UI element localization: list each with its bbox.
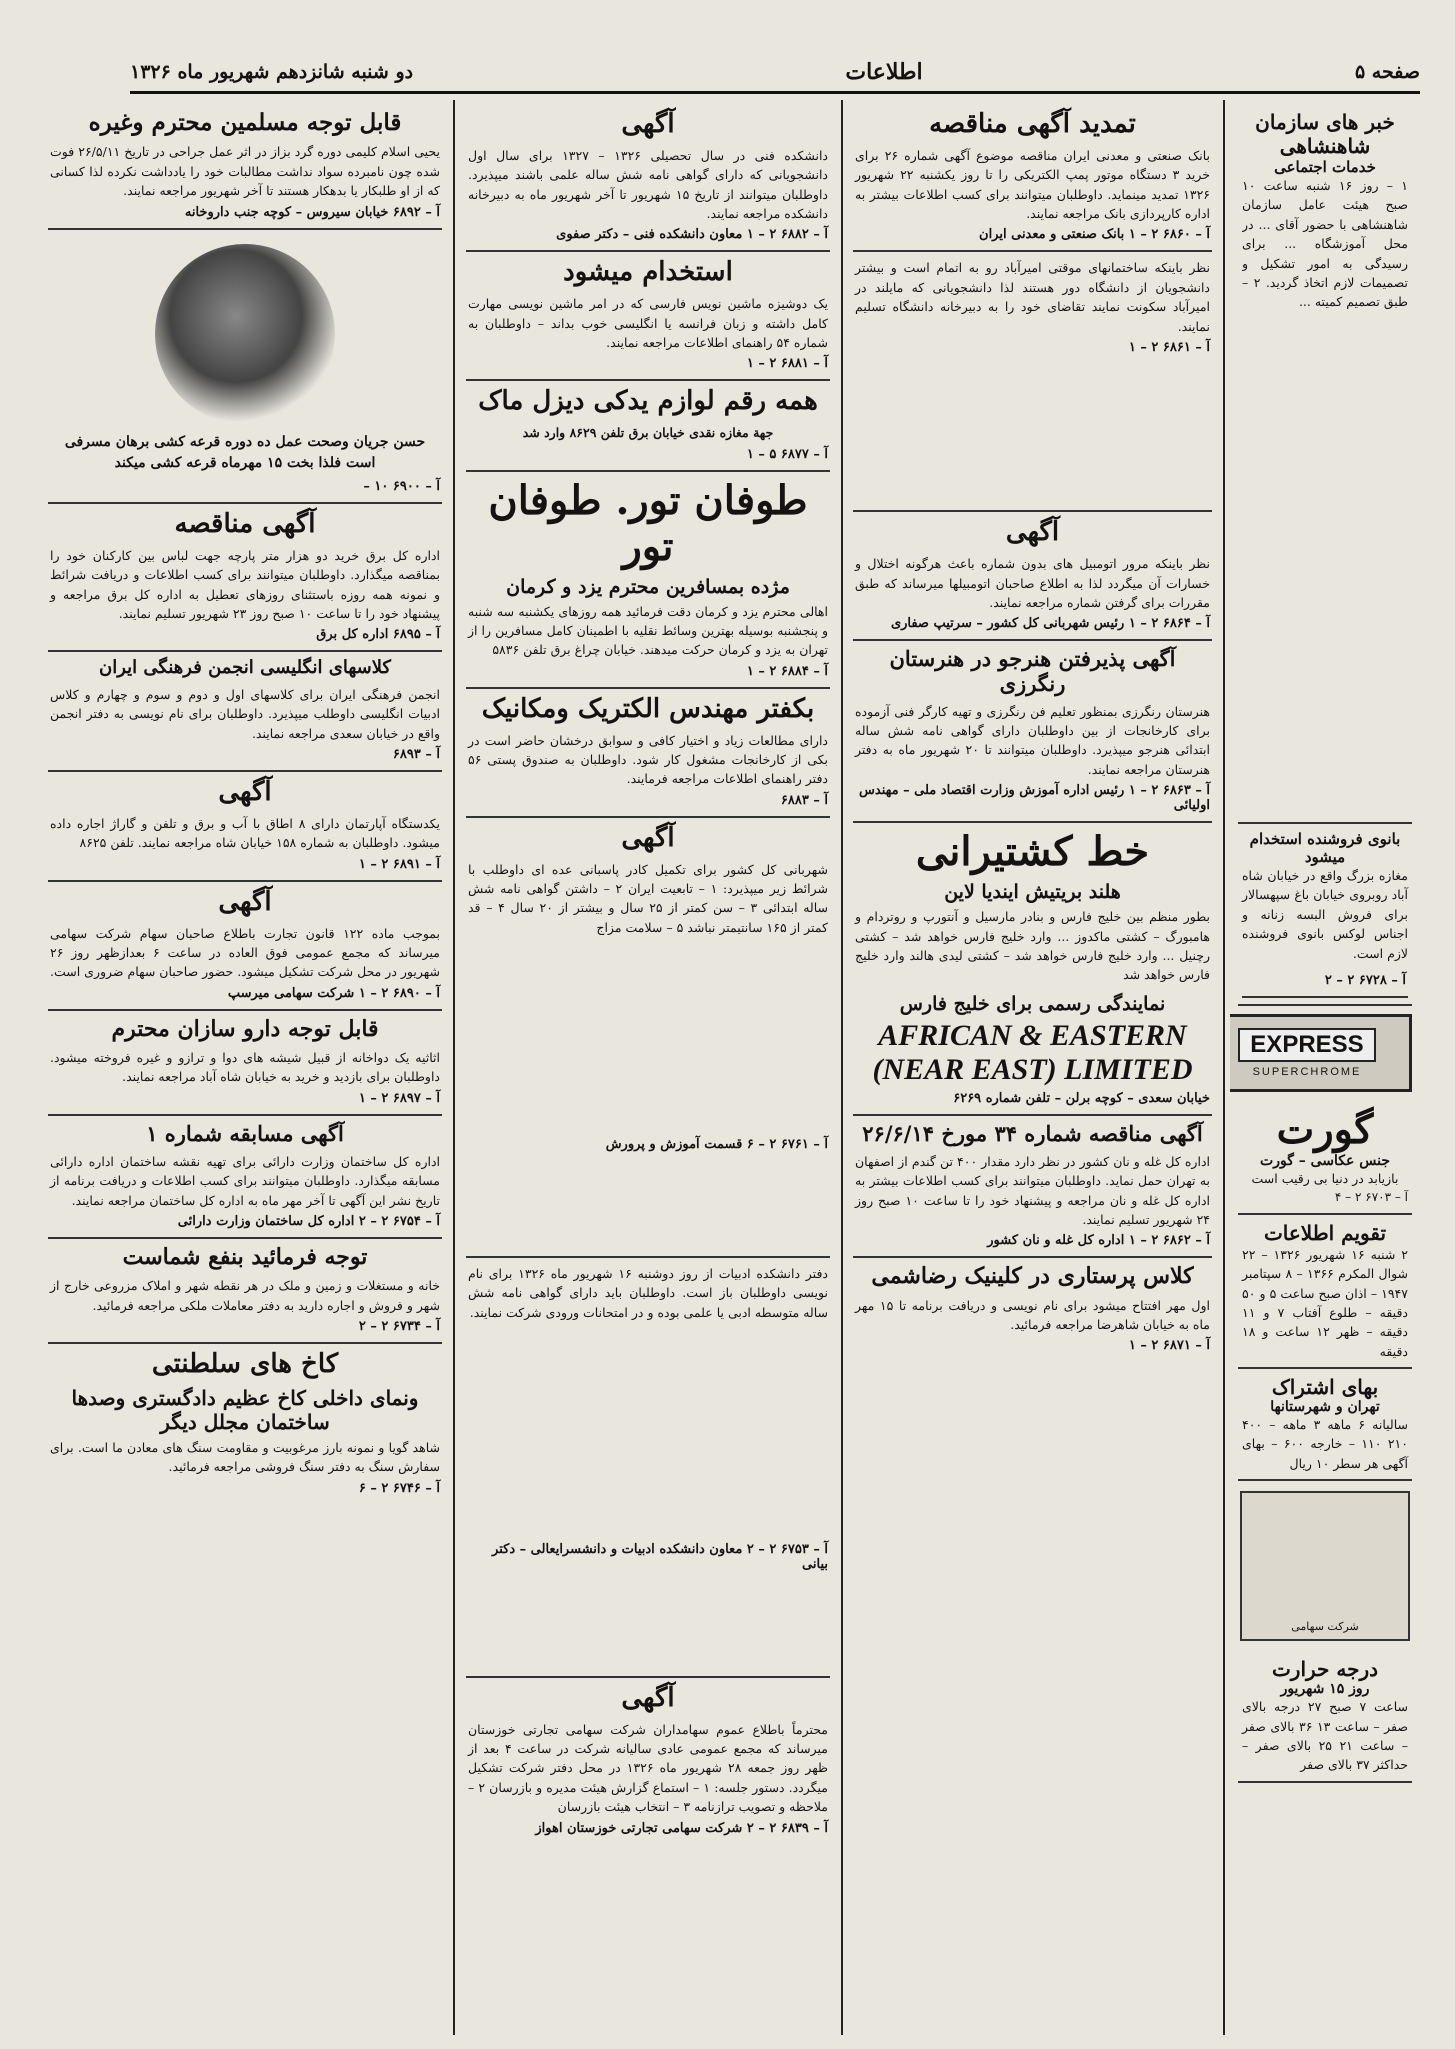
ad-body: محترماً باطلاع عموم سهامداران شرکت سهامی تجارتی خوزستان میرساند که مجمع عمومی عادی سالیانه شرکت در ساعت ۴ بعد از ظهر روز جمعه ۲۸ شهریور ماه ۱۳۲۶ در محل دفتر شرکت تشکیل میگردد. دستور جلسه: ۱ – استماع گزارش هیئت مدیره و بازرسان ۲ – ملاحظه و تصویب ترازنامه ۳ – انتخاب هیئت بازرسان [468, 1721, 828, 1815]
block-subtitle: جنس عکاسی – گورت [1260, 1152, 1390, 1169]
ad-body: شهربانی کل کشور برای تکمیل کادر پاسبانی عده ای داوطلب با شرائط زیر میپذیرد: ۱ – تابعیت ایران ۲ – داشتن گواهی نامه شش ساله ابتدائی ۳ – سن کمتر از ۲۵ سال و بیشتر از ۲۰ سال ۴ – قد کمتر از ۱۶۵ سانتیمتر نباشد ۵ – سلامت مزاج [468, 861, 829, 935]
ad-body: نظر باینکه ساختمانهای موقتی امیرآباد رو به اتمام است و بیشتر دانشجویان از دانشگاه دور هستند لذا دانشجویانی که مایلند در امیرآباد سکونت نمایند تقاضای خود را به دبیرخانه دانشگاه تسلیم نمایند. [855, 260, 1210, 334]
ad-block [1238, 1100, 1412, 1215]
ad-block [48, 104, 442, 230]
ad-block [48, 1344, 442, 1504]
page-header [130, 52, 1420, 94]
ad-title: استخدام میشود [563, 257, 733, 288]
issue-date: دو شنبه شانزدهم شهریور ماه ۱۳۲۶ [130, 60, 414, 83]
ad-signature: آ – ۶۹۰۰ ۱۰ – [363, 478, 440, 494]
ad-signature: آ – ۶۷۶۱ ۲ – ۶ قسمت آموزش و پرورش [605, 1137, 828, 1153]
ad-signature: آ – ۶۸۹۷ ۲ – ۱ [358, 1090, 440, 1106]
ad-body: اول مهر افتتاح میشود برای نام نویسی و دریافت برنامه تا ۱۵ مهر ماه به خیابان شاهرضا مراجعه فرمائید. [855, 1297, 1210, 1332]
ad-body: بطور منظم بین خلیج فارس و بنادر مارسیل و آنتورپ و روتردام و هامبورگ – کشتی ماکدوز ... وارد خلیج فارس خواهد شد – کشتی رچنیل ... وارد خلیج فارس خواهد شد – کشتی لیدی هالند وارد خلیج فارس خواهد شد [855, 909, 1210, 983]
ad-body: اداره کل ساختمان وزارت دارائی برای تهیه نقشه ساختمان اداره دارائی مسابقه میگذارد. داوطلبان میتوانند برای کسب اطلاعات و دریافت برنامه از تاریخ نشر این آگهی تا آخر مهر ماه به اداره کل ساختمان مراجعه نمایند. [50, 1153, 440, 1208]
ad-signature: آ – ۶۸۸۲ ۲ – ۱ معاون دانشکده فنی – دکتر صفوی [556, 227, 828, 243]
ad-block [466, 381, 830, 471]
ad-signature: آ – ۶۷۵۴ ۲ – ۲ اداره کل ساختمان وزارت دارائی [177, 1214, 440, 1230]
ad-body: اداره کل برق خرید دو هزار متر پارچه جهت لباس بین کارکنان خود را بمناقصه میگذارد. داوطلبان میتوانند برای کسب اطلاعات و دریافت شرائط و نمونه همه روزه باستثنای روزهای تعطیل به اداره کل برق مراجعه و پیشنهاد خود را تا ساعت ۱۰ صبح روز ۲۳ شهریور تسلیم نمایند. [50, 547, 440, 621]
ad-block [853, 1258, 1212, 1361]
ad-title: آگهی پذیرفتن هنرجو در هنرستان رنگرزی [889, 646, 1176, 696]
block-subtitle: روز ۱۵ شهریور [1280, 1681, 1370, 1698]
ad-body: اهالی محترم یزد و کرمان دقت فرمائید همه روزهای یکشنبه سه شنبه و پنجشنبه بوسیله بهترین وسائط نقلیه با اطمینان کامل مسافرین را از تهران به یزد و کرمان حرکت میدهند. خیابان چراغ برق تلفن ۵۸۳۶ [468, 603, 828, 658]
ad-block [48, 230, 442, 504]
ad-block [853, 823, 1212, 1116]
ad-signature: آ – ۶۷۵۳ ۲ – ۲ معاون دانشکده ادبیات و دانشسرایعالی – دکتر بیانی [492, 1541, 828, 1572]
ad-title: آگهی [621, 822, 675, 853]
calendar-block [1238, 1215, 1412, 1369]
ad-title: آگهی [1005, 517, 1060, 548]
block-subtitle: خدمات اجتماعی [1274, 158, 1376, 176]
ad-signature: آ – ۶۸۷۷ ۵ – ۱ [746, 446, 828, 462]
ad-signature: آ – ۶۸۳۹ ۲ – ۲ شرکت سهامی تجارتی خوزستان اهواز [535, 1820, 828, 1836]
ad-block [48, 652, 442, 772]
ad-signature: آ – ۶۸۶۳ ۲ – ۱ رئیس اداره آموزش وزارت اقتصاد ملی – مهندس اولیائی [859, 783, 1210, 814]
ad-title: آگهی مناقصه شماره ۳۴ مورخ ۲۶/۶/۱۴ [862, 1120, 1203, 1146]
block-subtitle: تهران و شهرستانها [1270, 1399, 1380, 1416]
ad-subtitle: هلند بریتیش ایندیا لاین [944, 881, 1121, 904]
column-2 [845, 100, 1220, 2035]
block-body: بازیابد در دنیا بی رقیب است [1251, 1170, 1399, 1186]
ad-block [466, 252, 830, 381]
ad-signature: آ – ۶۸۹۱ ۲ – ۱ [358, 856, 440, 872]
ad-signature: آ – ۶۸۹۳ [392, 747, 440, 763]
ad-block [853, 641, 1212, 823]
company-name-line1: AFRICAN & EASTERN [878, 1018, 1187, 1052]
block-body: ۲ شنبه ۱۶ شهریور ۱۳۲۶ – ۲۲ شوال المکرم ۱۳۶۶ – ۸ سپتامبر ۱۹۴۷ – اذان صبح ساعت ۵ و ۵۰ دقیقه – طلوع آفتاب ۷ و ۱۱ دقیقه – ظهر ۱۲ ساعت و ۱۸ دقیقه [1242, 1246, 1409, 1359]
block-title: بانوی فروشنده استخدام میشود [1249, 830, 1401, 866]
ad-block [466, 689, 830, 818]
ad-body: بانک صنعتی و معدنی ایران مناقصه موضوع آگهی شماره ۲۶ برای خرید ۳ دستگاه موتور پمپ الکتریکی را تا روز یکشنبه ۲۲ شهریور ۱۳۲۶ تمدید مینماید. داوطلبان میتوانند برای کسب اطلاعات بیشتر به اداره کارپردازی بانک مراجعه نمایند. [855, 147, 1210, 222]
ad-subtitle: ونمای داخلی کاخ عظیم دادگستری وصدها ساختمان مجلل دیگر [71, 1386, 419, 1435]
page-number: صفحه ۵ [1354, 60, 1420, 83]
ad-block [1238, 824, 1412, 1006]
ad-title: آگهی [218, 886, 272, 917]
newspaper-name: اطلاعات [845, 58, 923, 85]
company-name-line2: (NEAR EAST) LIMITED [872, 1052, 1193, 1086]
column-3 [458, 100, 838, 2035]
express-logo: EXPRESS SUPERCHROME [1230, 1014, 1412, 1092]
block-body: ۱ – روز ۱۶ شنبه ساعت ۱۰ صبح هیئت عامل سازمان شاهنشاهی با حضور آقای ... در محل آموزشگاه ... برای رسیدگی به امور تشکیل و تصمیمات لازم اتخاذ گردید. ۲ – طبق تصمیم کمیته ... [1242, 178, 1408, 310]
ad-title: آگهی مناقصه [174, 508, 316, 539]
ad-signature: آ – ۶۸۸۳ [780, 792, 828, 808]
ad-body: دفتر دانشکده ادبیات از روز دوشنبه ۱۶ شهریور ماه ۱۳۲۶ برای نام نویسی داوطلبان باز است. داوطلبان باید دارای گواهی نامه شش ساله متوسطه ادبی یا علمی بوده و در امتحانات ورودی شرکت نمایند. [468, 1265, 828, 1320]
ad-title: آگهی [218, 777, 272, 808]
ad-body: انجمن فرهنگی ایران برای کلاسهای اول و دوم و سوم و چهارم و کلاس ادبیات انگلیسی داوطلب میپذیرد. داوطلبان برای نام نویسی به دفتر انجمن واقع در خیابان سعدی مراجعه نمایند. [50, 687, 440, 741]
ad-block [853, 104, 1212, 252]
ad-body: خانه و مستغلات و زمین و ملک در هر نقطه شهر و املاک مزروعی خارج از شهر و فروش و اجاره دارید به دفتر معاملات ملکی مراجعه فرمائید. [50, 1278, 440, 1313]
ad-body: شاهد گویا و نمونه بارز مرغوبیت و مقاومت سنگ های معادن ما است. برای سفارش سنگ به دفتر سنگ فروشی مراجعه فرمائید. [50, 1440, 440, 1475]
ad-signature: آ – ۶۸۹۲ خیابان سیروس – کوچه جنب داروخانه [184, 204, 440, 220]
ad-signature: آ – ۶۷۲۸ ۲ – ۲ [1324, 972, 1406, 988]
ad-signature: آ – ۶۸۶۱ ۲ – ۱ [1128, 339, 1210, 355]
ad-signature: آ – ۶۸۶۰ ۲ – ۱ بانک صنعتی و معدنی ایران [979, 227, 1210, 243]
ad-signature: آ – ۶۸۹۵ اداره کل برق [316, 627, 440, 643]
ad-signature: آ – ۶۸۸۱ ۲ – ۱ [746, 356, 828, 372]
ad-body: یک دوشیزه ماشین نویس فارسی که در امر ماشین نویسی مهارت کامل داشته و زبان فرانسه یا انگلیسی خوب بداند – داوطلبان به شماره ۵۴ راهنمای اطلاعات مراجعه نمایند. [468, 296, 828, 351]
ad-block [466, 104, 830, 252]
ad-title: طوفان تور. طوفان تور [488, 476, 808, 570]
block-title: گورت [1276, 1105, 1374, 1153]
block-title: تقویم اطلاعات [1263, 1220, 1387, 1245]
ad-signature: آ – ۶۷۰۳ ۲ – ۴ [1334, 1190, 1408, 1205]
ad-body: دانشکده فنی در سال تحصیلی ۱۳۲۶ – ۱۳۲۷ برای سال اول دانشجویانی که دارای گواهی نامه شش ساله علمی باشند میپذیرد. داوطلبان میتوانند از تاریخ ۱۵ شهریور تا آخر شهریور ماه به دبیرخانه دانشکده مراجعه نمایند. [468, 147, 828, 222]
column-rule [1223, 100, 1225, 2035]
ad-signature: آ – ۶۸۸۴ ۲ – ۱ [746, 663, 828, 679]
ad-body: اداره کل غله و نان کشور در نظر دارد مقدار ۴۰۰ تن گندم از اصفهان به تهران حمل نماید. داوطلبان میتوانند برای کسب اطلاعات بیشتر به اداره کل غله و نان مراجعه و پیشنهاد خود را تا ساعت ۱۰ صبح روز ۲۴ شهریور تسلیم نمایند. [855, 1153, 1210, 1227]
ad-title: آگهی [621, 1682, 675, 1713]
column-rule [453, 100, 455, 2035]
ad-body: جهة مغازه نقدی خیابان برق تلفن ۸۶۲۹ وارد شد [522, 425, 774, 441]
block-title: بهای اشتراک [1271, 1375, 1379, 1400]
ad-block [48, 1239, 442, 1344]
ad-signature: آ – ۶۷۳۴ ۲ – ۲ [358, 1319, 440, 1335]
ad-signature: آ – ۶۷۴۶ ۲ – ۶ [358, 1480, 440, 1496]
ad-block [466, 1678, 830, 1844]
ad-signature: آ – ۶۸۷۱ ۲ – ۱ [1128, 1338, 1210, 1354]
ad-title: آگهی [621, 109, 675, 139]
block-body: سالیانه ۶ ماهه ۳ ماهه – ۴۰۰ ۲۱۰ ۱۱۰ – خارجه ۶۰۰ – بهای آگهی هر سطر ۱۰ ریال [1242, 1417, 1408, 1471]
lottery-illustration [155, 244, 335, 424]
ad-title: همه رقم لوازم یدکی دیزل ماک [478, 386, 818, 417]
ad-title: قابل توجه دارو سازان محترم [111, 1015, 379, 1042]
ad-body: اثاثیه یک دواخانه از قبیل شیشه های دوا و ترازو و غیره فروخته میشود. داوطلبان برای بازدید و خرید به خیابان شاه آباد مراجعه نمایند. [50, 1050, 440, 1085]
ad-title: خط کشتیرانی [915, 828, 1150, 876]
ad-body: هنرستان رنگرزی بمنظور تعلیم فن رنگرزی و تهیه کارگر فنی آزموده برای کارخانجات از بین داوطلبان دارای گواهی نامه شش ساله ابتدائی هنرجو میپذیرد. داوطلبان میتوانند تا ۲۰ شهریور ماه به دفتر هنرستان مراجعه نمایند. [855, 703, 1210, 777]
ad-block [48, 1011, 442, 1116]
ad-body: حسن جریان وصحت عمل ده دوره قرعه کشی برهان مسرفی است فلذا بخت ۱۵ مهرماه قرعه کشی میکند [64, 433, 426, 472]
emblem-logo: شرکت سهامی [1240, 1491, 1410, 1641]
ad-body: نظر باینکه مرور اتومبیل های بدون شماره باعث هرگونه اختلال و خسارات آن میگردد لذا به اطلاع صاحبان اتومبیلها میرساند که طبق مقررات برای گرفتن شماره مراجعه نمایند. [855, 556, 1210, 611]
ad-block [48, 882, 442, 1011]
block-title: خبر های سازمان شاهنشاهی [1255, 110, 1395, 158]
ad-body: یحیی اسلام کلیمی دوره گرد بزاز در اثر عمل جراحی در تاریخ ۲۶/۵/۱۱ فوت شده چون نامبرده سواد نداشت مطالبات خود را یادداشت نکرده لذا کسانی که از او طلبکار یا بدهکار هستند تا آخر شهریور مراجعه نمایند. [50, 144, 440, 199]
ad-block [48, 504, 442, 652]
news-block [1238, 104, 1412, 824]
column-1 [1230, 100, 1420, 2035]
ad-block [466, 1258, 830, 1678]
ad-block [48, 1116, 442, 1239]
subscription-block [1238, 1369, 1412, 1481]
ad-title: بکفتر مهندس الکتریک ومکانیک [481, 693, 815, 724]
ad-signature: خیابان سعدی – کوچه برلن – تلفن شماره ۶۲۶۹ [953, 1090, 1210, 1106]
ad-title: قابل توجه مسلمین محترم وغیره [88, 109, 402, 136]
block-title: درجه حرارت [1271, 1657, 1379, 1682]
block-body: مغازه بزرگ واقع در خیابان شاه آباد روبروی خیابان باغ سپهسالار برای فروش البسه زنانه و اجناس لوکس بانوی فروشنده لازم است. [1242, 868, 1408, 961]
agent-line: نمایندگی رسمی برای خلیج فارس [899, 992, 1166, 1015]
ad-block [853, 512, 1212, 641]
block-body: ساعت ۷ صبح ۲۷ درجه بالای صفر – ساعت ۱۳ ۳۶ بالای صفر – ساعت ۲۱ ۲۵ بالای صفر – حداکثر ۳۷ بالای صفر [1242, 1699, 1408, 1773]
ad-block [48, 772, 442, 882]
ad-block [853, 252, 1212, 512]
ad-signature: آ – ۶۸۶۲ ۲ – ۱ اداره کل غله و نان کشور [987, 1233, 1210, 1249]
ad-body: بموجب ماده ۱۲۲ قانون تجارت باطلاع صاحبان سهام شرکت سهامی میرساند که مجمع عمومی فوق العاده در ساعت ۶ بعدازظهر روز ۲۶ شهریور در محل شرکت تشکیل میشود. حضور صاحبان سهام ضروری است. [50, 925, 441, 980]
ad-signature: آ – ۶۸۶۴ ۲ – ۱ رئیس شهربانی کل کشور – سرتیپ صفاری [890, 616, 1210, 632]
column-rule [841, 100, 843, 2035]
column-4 [40, 100, 450, 2035]
ad-subtitle: مژده بمسافرین محترم یزد و کرمان [506, 575, 790, 598]
ad-body: دارای مطالعات زیاد و اختیار کافی و سوابق درخشان حاضر است در بکی از کارخانجات مشغول کار شود. داوطلبان به صندوق پستی ۵۶ دفتر راهنمای اطلاعات مراجعه فرمایند. [468, 732, 828, 787]
ad-body: یکدستگاه آپارتمان دارای ۸ اطاق با آب و برق و تلفن و گاراژ اجاره داده میشود. داوطلبان به شماره ۱۵۸ خیابان شاه مراجعه نمایند. تلفن ۸۶۲۵ [50, 816, 441, 851]
ad-signature: آ – ۶۸۹۰ ۲ – ۱ شرکت سهامی میرسپ [227, 985, 440, 1001]
ad-title: کلاسهای انگلیسی انجمن فرهنگی ایران [98, 657, 392, 679]
ad-title: تمدید آگهی مناقصه [929, 109, 1136, 139]
ad-title: توجه فرمائید بنفع شماست [122, 1244, 368, 1271]
ad-block [853, 1116, 1212, 1259]
ad-title: کلاس پرستاری در کلینیک رضاشمی [871, 1263, 1194, 1290]
ad-block [466, 818, 830, 1258]
ad-block [466, 472, 830, 689]
temperature-block [1238, 1651, 1412, 1783]
ad-title: آگهی مسابقه شماره ۱ [146, 1120, 344, 1146]
ad-title: کاخ های سلطنتی [151, 1349, 339, 1380]
